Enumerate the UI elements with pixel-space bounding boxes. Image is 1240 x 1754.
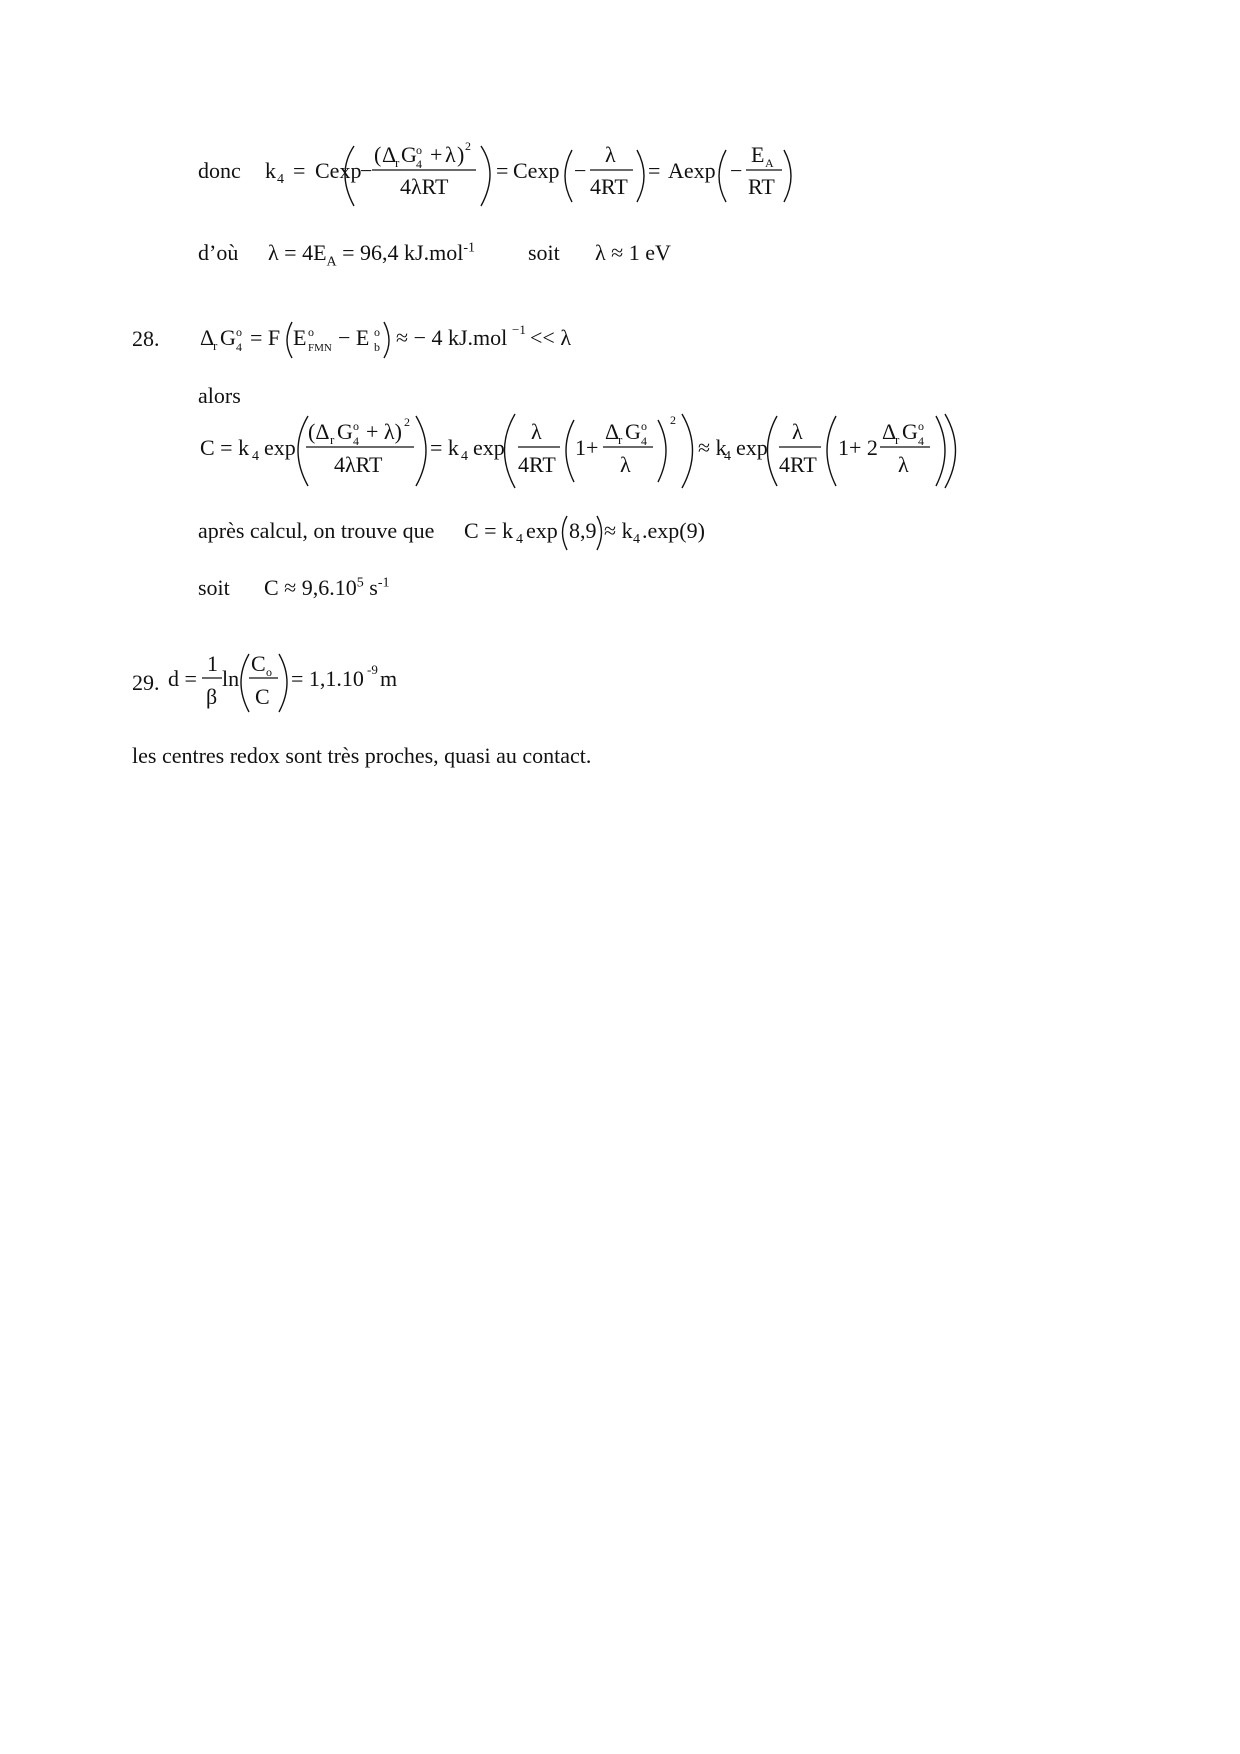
lambda: λ: [792, 419, 803, 444]
exponent: -9: [367, 662, 378, 677]
text-soit: soit: [528, 240, 560, 265]
left-paren-big: [719, 150, 726, 202]
numerator-plus-lambda: + λ): [366, 419, 402, 444]
lambda-value: = 96,4 kJ.mol: [342, 240, 464, 265]
sub-r: r: [213, 338, 218, 353]
sup-2: 2: [465, 139, 471, 153]
left-paren-big: [505, 414, 516, 488]
denominator: 4RT: [779, 452, 817, 477]
subscript-A: A: [326, 254, 337, 270]
sub-r: r: [895, 432, 900, 447]
right-paren-big: [416, 416, 426, 486]
right-paren: [936, 416, 945, 486]
left-paren: [563, 516, 568, 550]
exp-nine: .exp(9): [642, 518, 705, 543]
sup-2: 2: [670, 413, 676, 427]
sub-4: 4: [353, 434, 359, 448]
cexp-1: Cexp: [315, 158, 362, 183]
delta-symbol: Δ: [605, 419, 620, 444]
numerator-one: 1: [207, 651, 218, 676]
lambda-approx: λ ≈ 1 eV: [595, 240, 671, 265]
equals-k: = k: [430, 435, 459, 460]
right-paren-big: [682, 414, 693, 488]
delta-symbol: Δ: [882, 419, 897, 444]
left-paren: [287, 322, 292, 358]
sup-o: o: [308, 325, 314, 339]
num-open-paren: (: [374, 142, 382, 167]
equals-sign: =: [293, 158, 306, 183]
sub-r: r: [330, 432, 335, 447]
exp: exp: [473, 435, 505, 460]
delta-symbol: Δ: [382, 142, 397, 167]
C-approx: C ≈ 9,6.10: [264, 575, 357, 600]
subscript-4: 4: [277, 172, 284, 187]
sup-o: o: [416, 143, 422, 157]
right-paren: [658, 420, 666, 482]
lambda: λ: [445, 142, 456, 167]
minus-E: − E: [338, 325, 370, 350]
approx-k: ≈ k: [698, 435, 727, 460]
sub-4: 4: [236, 340, 242, 354]
one-plus-two: 1+ 2: [838, 435, 878, 460]
lambda: λ: [898, 452, 909, 477]
plus-sign: +: [430, 142, 443, 167]
sub-4: 4: [918, 434, 924, 448]
right-paren-big: [279, 654, 287, 712]
right-paren-big: [481, 146, 490, 206]
denominator: 4λRT: [400, 174, 449, 199]
minus-sign: −: [574, 158, 587, 183]
numerator-lambda: λ: [605, 142, 616, 167]
num-close-paren: ): [457, 142, 465, 167]
sub-4: 4: [641, 434, 647, 448]
C-equals-k: C = k: [464, 518, 514, 543]
symbol-G: G: [401, 142, 417, 167]
equals-sign: =: [648, 158, 661, 183]
lambda: λ: [531, 419, 542, 444]
subscript-4: 4: [252, 449, 259, 464]
denominator: 4λRT: [334, 452, 383, 477]
denominator: RT: [748, 174, 775, 199]
exp: exp: [264, 435, 296, 460]
sub-o: o: [266, 665, 272, 679]
left-paren-big: [768, 416, 778, 486]
symbol-E: E: [751, 142, 765, 167]
lambda-equation: [268, 240, 476, 270]
exponent: -1: [463, 240, 476, 256]
symbol-E: E: [293, 325, 307, 350]
equation-k4-expression: [190, 138, 810, 210]
left-paren-big: [565, 150, 572, 202]
right-paren-big: [784, 150, 791, 202]
aexp: Aexp: [668, 158, 716, 183]
right-paren-big: [945, 414, 956, 488]
C-o: C: [251, 651, 266, 676]
subscript-4: 4: [516, 532, 523, 547]
sup-o: o: [353, 419, 359, 433]
left-paren: [566, 420, 574, 482]
text-soit: soit: [198, 575, 230, 600]
symbol-G: G: [625, 419, 641, 444]
symbol-G: G: [902, 419, 918, 444]
cexp-2: Cexp: [513, 158, 560, 183]
equation-delta-G4: [198, 312, 598, 360]
C-value: [264, 577, 389, 599]
lambda-eq-4EA: λ = 4E: [268, 240, 327, 265]
exp: exp: [526, 518, 558, 543]
conclusion-text: les centres redox sont très proches, quasi au contact.: [132, 743, 592, 768]
sub-r: r: [395, 155, 400, 170]
exponent: -1: [377, 575, 390, 591]
sub-FMN: FMN: [308, 342, 332, 354]
symbol-k: k: [265, 158, 276, 183]
sub-b: b: [374, 340, 380, 354]
subscript-4: 4: [461, 449, 468, 464]
sup-o: o: [236, 325, 242, 339]
text-donc: donc: [198, 158, 241, 183]
symbol-G: G: [337, 419, 353, 444]
left-paren-big: [298, 416, 308, 486]
ln: ln: [222, 666, 240, 691]
exp: exp: [736, 435, 768, 460]
equals-F: = F: [250, 325, 281, 350]
unit-m: m: [380, 666, 398, 691]
sup-2: 2: [404, 415, 410, 429]
numerator-open: (Δ: [308, 419, 330, 444]
left-paren: [827, 416, 836, 486]
beta: β: [206, 684, 218, 709]
unit-s: s: [363, 575, 378, 600]
denominator: 4RT: [518, 452, 556, 477]
approx-k: ≈ k: [604, 518, 633, 543]
right-paren-big: [637, 150, 644, 202]
sup-o: o: [918, 419, 924, 433]
left-paren-big: [241, 654, 249, 712]
sup-o: o: [374, 325, 380, 339]
equals-sign: =: [496, 158, 509, 183]
C: C: [255, 684, 270, 709]
exp-argument: 8,9: [569, 518, 597, 543]
sub-r: r: [618, 432, 623, 447]
question-number-29: 29.: [132, 670, 160, 695]
exponent: 5: [356, 575, 364, 591]
equation-C-expansion: [198, 410, 958, 490]
equation-distance: [166, 648, 426, 716]
much-less-lambda: << λ: [530, 325, 571, 350]
one-plus: 1+: [575, 435, 599, 460]
subscript-4: 4: [724, 449, 731, 464]
minus-sign: −: [730, 158, 743, 183]
sub-4: 4: [416, 157, 422, 171]
denominator: 4RT: [590, 174, 628, 199]
lambda: λ: [620, 452, 631, 477]
subscript-4: 4: [633, 532, 640, 547]
question-number-28: 28.: [132, 326, 160, 351]
right-paren: [597, 516, 602, 550]
right-paren: [384, 322, 389, 358]
C-equals-k: C = k: [200, 435, 250, 460]
delta-symbol: Δ: [200, 325, 215, 350]
exponent: −1: [512, 322, 526, 337]
result: = 1,1.10: [291, 666, 364, 691]
symbol-G: G: [220, 325, 236, 350]
text-apres-calcul: après calcul, on trouve que: [198, 518, 435, 543]
text-alors: alors: [198, 383, 241, 408]
sub-A: A: [765, 156, 774, 170]
approx-value: ≈ − 4 kJ.mol: [396, 325, 508, 350]
sup-o: o: [641, 419, 647, 433]
text-dou: d’où: [198, 240, 239, 265]
minus-sign: −: [360, 158, 373, 183]
equation-C-result: [462, 508, 722, 552]
d-equals: d =: [168, 666, 197, 691]
